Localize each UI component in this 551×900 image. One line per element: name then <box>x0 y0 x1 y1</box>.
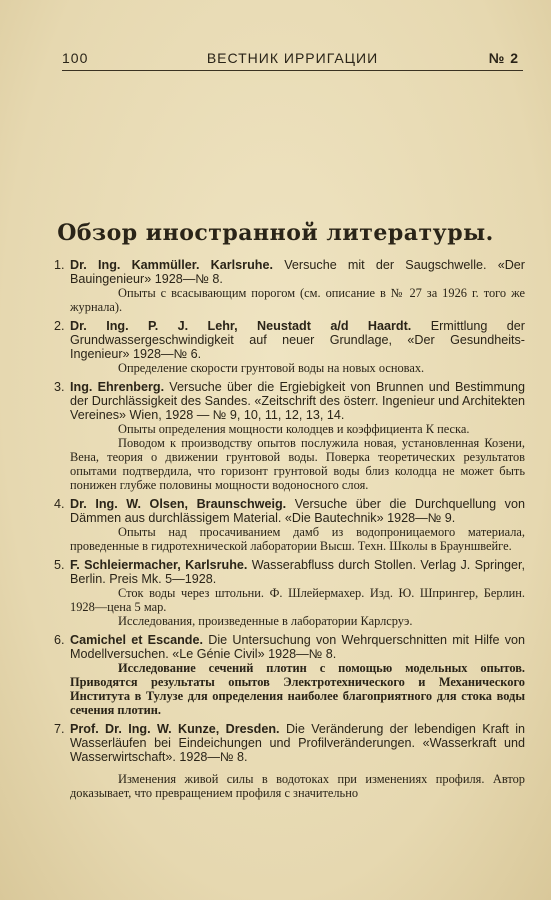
entry-title: Die Untersuchung von Wehrquerschnitten mit Hilfe von Modellversuchen. «Le Génie Civil» 1928—№ 8. <box>70 633 525 661</box>
issue-number: № 2 <box>488 50 519 66</box>
entry-number: 2. <box>54 319 65 333</box>
entry-title: Versuche über die Durchquellung von Dämmen aus durchlässigem Material. «Die Bautechnik» 1928—№ 9. <box>70 497 525 525</box>
entry-author: Dr. Ing. P. J. Lehr, Neustadt a/d Haardt. <box>70 319 412 333</box>
entry-author: Dr. Ing. W. Olsen, Braunschweig. <box>70 497 287 511</box>
entry-citation <box>54 319 525 361</box>
entry-summary: Исследование сечений плотин с помощью модельных опытов. Приводятся результаты опытов Электротехнического и Механического Института в Тулузе для определения наиболее благоприятного для стока воды сечения плотин. <box>70 661 525 717</box>
journal-title: ВЕСТНИК ИРРИГАЦИИ <box>206 50 379 66</box>
entry-author: Camichel et Escande. <box>70 633 203 647</box>
entry-summary: Определение скорости грунтовой воды на новых основах. <box>118 361 425 375</box>
entry-1 <box>54 258 525 314</box>
entry-6 <box>54 633 525 717</box>
entry-number: 3. <box>54 380 65 394</box>
entry-number: 6. <box>54 633 65 647</box>
entry-3 <box>54 380 525 492</box>
page-title: Обзор иностранной литературы. <box>57 220 494 246</box>
entry-title: Versuche über die Ergiebigkeit von Brunnen und Bestimmung der Durchlässigkeit des Sandes. «Zeitschrift des österr. Ingenieur und Architekten Vereines» Wien, 1928 — № 9, 10, 11, 12, 13, 14. <box>70 380 525 422</box>
entry-number: 5. <box>54 558 65 572</box>
entry-5 <box>54 558 525 628</box>
entry-number: 7. <box>54 722 65 736</box>
entry-citation <box>54 258 525 286</box>
entry-author: Ing. Ehrenberg. <box>70 380 165 394</box>
literature-list <box>54 258 525 805</box>
running-header <box>62 48 523 71</box>
entry-title: Versuche mit der Saugschwelle. «Der Bauingenieur» 1928—№ 8. <box>70 258 525 286</box>
entry-citation <box>54 558 525 586</box>
entry-summary: Сток воды через штольни. Ф. Шлейермахер. Изд. Ю. Шпрингер, Берлин. 1928—цена 5 мар. <box>70 586 525 614</box>
entry-author: F. Schleiermacher, Karlsruhe. <box>70 558 248 572</box>
entry-title: Wasserabfluss durch Stollen. Verlag J. Springer, Berlin. Preis Mk. 5—1928. <box>70 558 526 586</box>
entry-citation <box>54 380 525 422</box>
entry-2 <box>54 319 525 375</box>
entry-summary: Изменения живой силы в водотоках при изменениях профиля. Автор доказывает, что превращением профиля с значительно <box>70 772 525 800</box>
entry-citation <box>54 497 525 525</box>
entry-title: Ermittlung der Grundwassergeschwindigkeit auf neuer Grundlage, «Der Gesundheits-Ingenieur» 1928—№ 6. <box>70 319 525 361</box>
entry-summary: Опыты с всасывающим порогом (см. описание в № 27 за 1926 г. того же журнала). <box>70 286 525 314</box>
entry-7 <box>54 722 525 800</box>
entry-citation <box>54 633 525 661</box>
entry-author: Prof. Dr. Ing. W. Kunze, Dresden. <box>70 722 280 736</box>
entry-number: 1. <box>54 258 65 272</box>
entry-title: Die Veränderung der lebendigen Kraft in Wasserläufen bei Eindeichungen und Profilveränderungen. «Wasserkraft und Wasserwirtschaft». 1928—№ 8. <box>70 722 526 764</box>
page-number: 100 <box>62 50 89 66</box>
entry-summary: Поводом к производству опытов послужила новая, установленная Козени, Вена, теория о движении грунтовой воды. Поверка теоретических результатов опытами подтвердила, что горизонт грунтовой воды близ колодца не может быть понижен глубже половины мощности водоносного слоя. <box>70 436 525 492</box>
entry-citation <box>54 722 525 764</box>
entry-summary: Опыты над просачиванием дамб из водопроницаемого материала, проведенные в гидротехнической лаборатории Высш. Техн. Школы в Брауншвейге. <box>70 525 525 553</box>
entry-4 <box>54 497 525 553</box>
entry-number: 4. <box>54 497 65 511</box>
entry-author: Dr. Ing. Kammüller. Karlsruhe. <box>70 258 273 272</box>
entry-summary: Опыты определения мощности колодцев и коэффициента К песка. <box>118 422 470 436</box>
entry-summary: Исследования, произведенные в лаборатории Карлсруэ. <box>118 614 413 628</box>
